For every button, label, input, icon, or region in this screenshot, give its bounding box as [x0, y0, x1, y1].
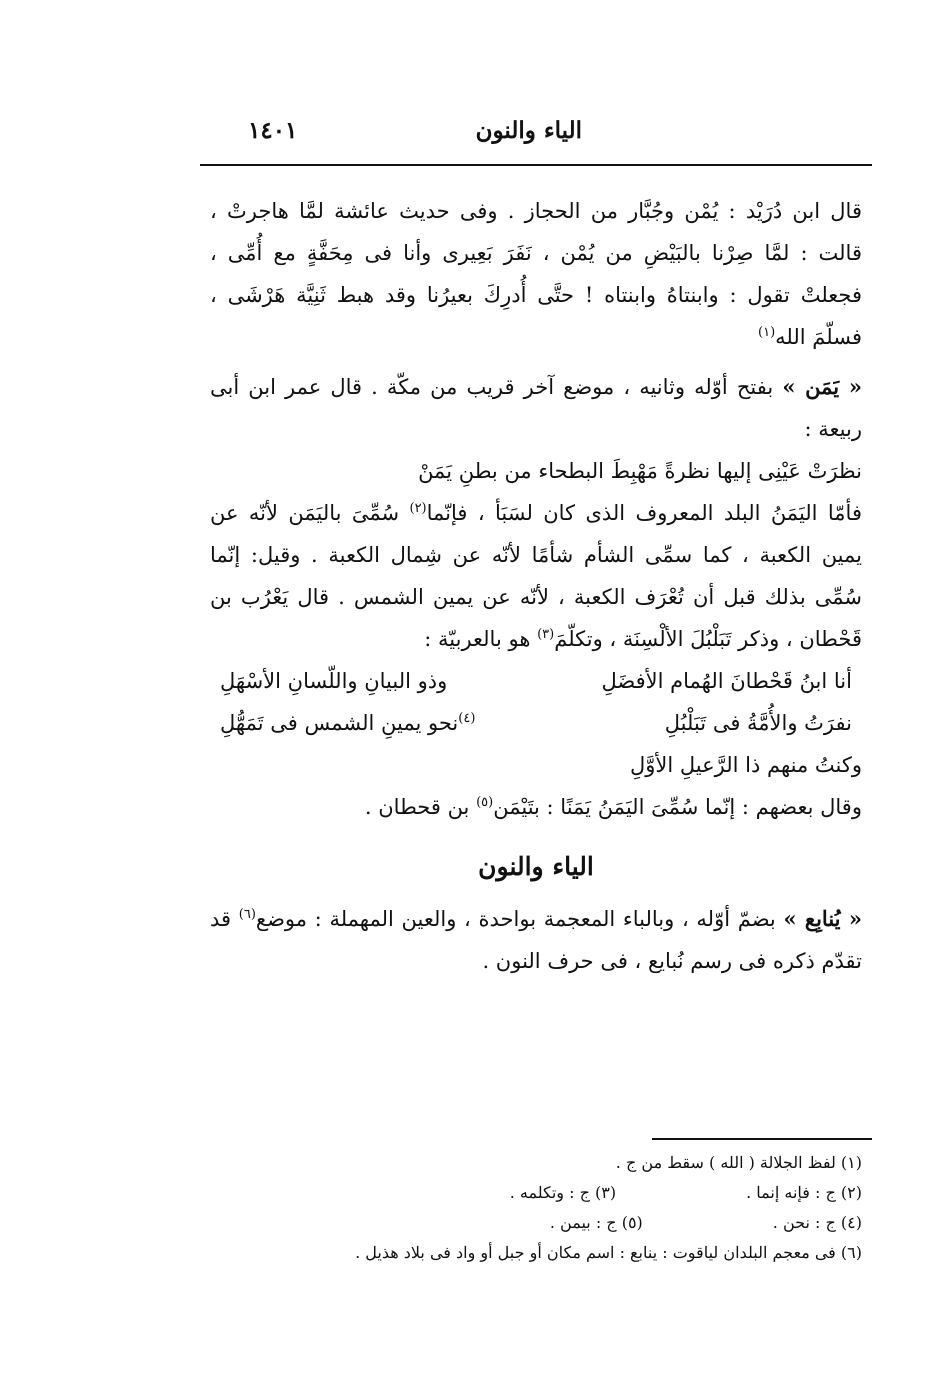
running-header: [200, 115, 872, 157]
footnote: (٥) ج : بيمن .: [549, 1213, 643, 1232]
entry-headword: « يَمَن »: [782, 374, 862, 399]
footnote-spacer: [616, 1178, 746, 1208]
footnote-row: [222, 1238, 862, 1268]
footnote-ref: (٦): [238, 907, 256, 922]
footnote-row: [222, 1148, 862, 1178]
paragraph-yunabi: [210, 898, 862, 982]
verse-line: [210, 660, 862, 702]
verse-line: وكنتُ منهم ذا الرَّعيلِ الأوَّلِ: [629, 753, 862, 777]
footnotes: [222, 1148, 862, 1268]
verse-hemistich: نفرَتُ والأُمَّةُ فى تَبَلْبُلِ: [664, 711, 852, 735]
footnote: (١) لفظ الجلالة ( الله ) سقط من ج .: [615, 1153, 862, 1172]
footnote-rule: [652, 1138, 872, 1140]
paragraph-text: سُمِّىَ باليَمَن لأنّه عن يمين الكعبة ، كما سمِّى الشأم شأمًا لأنّه عن شِمال الكعبة . وقيل: إنّما سُمِّى بذلك قبل أن تُعْرَف الكعبة ، لأنّه عن يمين الشمس . قال يَعْرُب بن قَحْطان ، وذكر تَبَلْبُلَ الألْسِنَة ، وتكلّمَ: [210, 501, 863, 651]
footnote-ref: (٣): [537, 627, 555, 642]
footnote-ref: (٤): [458, 711, 476, 726]
verse-line: [210, 702, 862, 744]
footnote: (٢) ج : فإنه إنما .: [746, 1183, 862, 1202]
verse-line: نظرَتْ عَيْنِى إليها نظرةً مَهْبِطَ البطحاء من بطنِ يَمَنْ: [418, 459, 862, 483]
paragraph-text: قد تقدّم ذكره فى رسم نُبايع ، فى حرف النون .: [210, 907, 862, 973]
page-number: ١٤٠١: [248, 117, 298, 144]
section-title: الياء والنون: [478, 852, 594, 881]
footnote-row: [222, 1208, 862, 1238]
paragraph-yaman: [210, 366, 862, 450]
footnote-ref: (٥): [476, 795, 494, 810]
verse-hemistich: وذو البيانِ واللّسانِ الأسْهَلِ: [220, 669, 448, 693]
footnote: (٦) فى معجم البلدان لياقوت : ينابع : اسم مكان أو جبل أو واد فى بلاد هذيل .: [355, 1243, 862, 1262]
running-title: الياء والنون: [475, 117, 582, 144]
header-rule: [200, 164, 872, 166]
footnote-spacer: [643, 1208, 773, 1238]
footnote-ref: (٢): [409, 501, 427, 516]
footnote: (٣) ج : وتكلمه .: [509, 1183, 617, 1202]
paragraph-yemen-origin: [210, 492, 862, 660]
paragraph-text: فأمّا اليَمَنُ البلد المعروف الذى كان لسَبَأ ، فإنّما: [426, 501, 862, 525]
paragraph-text: بضمّ أوّله ، وبالباء المعجمة بواحدة ، والعين المهملة : موضع: [255, 907, 776, 931]
verse-hemistich: [220, 702, 475, 744]
paragraph-ibn-durayd: [210, 190, 862, 358]
verse-hemistich: أنا ابنُ قَحْطانَ الهُمام الأفضَلِ: [601, 669, 852, 693]
paragraph-naming: [210, 786, 862, 828]
paragraph-text: قال ابن دُرَيْد : يُمْن وجُبَّار من الحجاز . وفى حديث عائشة لمَّا هاجرتْ ، قالت : لمَّا صِرْنا بالبَيْضِ من يُمْن ، نَفَرَ بَعِيرى وأنا فى مِحَفَّةٍ مع أُمِّى ، فجعلتْ تقول : وابنتاهُ وابنتاه ! حتَّى أُدرِكَ بعيرُنا وقد هبط ثَنِيَّة هَرْشَى ، فسلّمَ الله: [210, 199, 862, 349]
entry-headword: « يُنابِع »: [783, 906, 862, 931]
footnote-ref: (١): [758, 325, 776, 340]
paragraph-text: بن قحطان .: [364, 795, 470, 819]
paragraph-text: هو بالعربيّة :: [424, 627, 531, 651]
main-text: [210, 190, 862, 982]
verse-hemistich-text: نحو يمينِ الشمس فى تَمَهُّلِ: [220, 711, 459, 735]
paragraph-text: وقال بعضهم : إنّما سُمِّىَ اليَمَنُ يَمَنًا : بتَيْمَن: [493, 795, 862, 819]
paragraph-text: بفتح أوّله وثانيه ، موضع آخر قريب من مكّة . قال عمر ابن أبى ربيعة :: [210, 375, 862, 441]
footnote-row: [222, 1178, 862, 1208]
footnote: (٤) ج : نحن .: [772, 1213, 862, 1232]
